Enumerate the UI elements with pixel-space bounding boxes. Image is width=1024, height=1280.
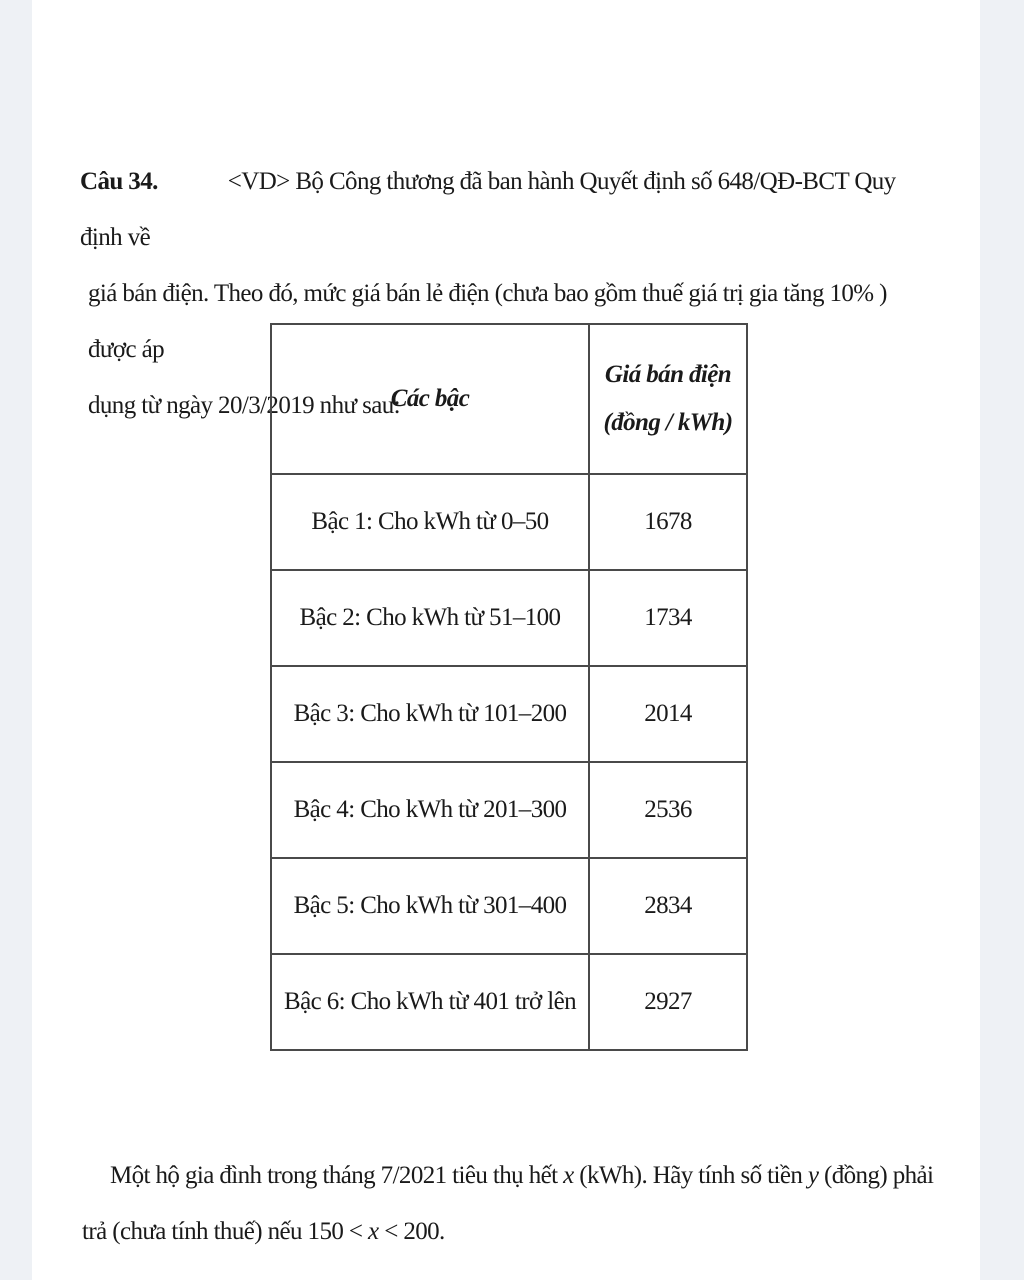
variable-y: y: [807, 1162, 819, 1189]
variable-x: x: [563, 1162, 574, 1189]
problem-text-1a: Một hộ gia đình trong tháng 7/2021 tiêu thụ hết: [110, 1162, 564, 1189]
table-header-row: [271, 324, 747, 474]
table-row: [271, 762, 747, 858]
problem-text-1c: (đồng) phải: [818, 1162, 934, 1189]
tier-cell: Bậc 4: Cho kWh từ 201–300: [271, 762, 589, 858]
price-cell: 1678: [589, 474, 747, 570]
price-cell: 2014: [589, 666, 747, 762]
question-number: Câu 34.: [80, 168, 158, 195]
table-row: [271, 858, 747, 954]
problem-text-2b: < 200.: [378, 1218, 445, 1245]
question-tag: <VD>: [227, 168, 290, 195]
problem-text-1b: (kWh). Hãy tính số tiền: [573, 1162, 808, 1189]
table-row: [271, 666, 747, 762]
variable-x-2: x: [368, 1218, 379, 1245]
question-line-1: [80, 154, 940, 266]
price-cell: 2536: [589, 762, 747, 858]
electricity-price-table: [270, 323, 748, 1051]
problem-text-2a: trả (chưa tính thuế) nếu 150 <: [82, 1218, 369, 1245]
problem-line-2: [80, 1204, 940, 1260]
table-row: [271, 570, 747, 666]
header-price-line-1: Giá bán điện: [604, 361, 732, 388]
tier-cell: Bậc 6: Cho kWh từ 401 trở lên: [271, 954, 589, 1050]
table-row: [271, 954, 747, 1050]
header-price: [589, 324, 747, 474]
price-cell: 2927: [589, 954, 747, 1050]
tier-cell: Bậc 5: Cho kWh từ 301–400: [271, 858, 589, 954]
price-cell: 2834: [589, 858, 747, 954]
price-cell: 1734: [589, 570, 747, 666]
header-tier: Các bậc: [271, 324, 589, 474]
question-line-2: giá bán điện. Theo đó, mức giá bán lẻ điện (chưa bao gồm thuế giá trị gia tăng 10% ) được áp: [88, 280, 887, 363]
problem-line-1: [80, 1148, 940, 1204]
document-page: [32, 0, 980, 1280]
question-line-1-text: Bộ Công thương đã ban hành Quyết định số 648/QĐ-BCT Quy định về: [80, 168, 896, 251]
tier-cell: Bậc 3: Cho kWh từ 101–200: [271, 666, 589, 762]
tier-cell: Bậc 1: Cho kWh từ 0–50: [271, 474, 589, 570]
tier-cell: Bậc 2: Cho kWh từ 51–100: [271, 570, 589, 666]
table-row: [271, 474, 747, 570]
question-line-3: dụng từ ngày 20/3/2019 như sau:: [88, 392, 400, 419]
problem-text: [80, 1148, 940, 1260]
header-price-line-2: (đồng / kWh): [603, 409, 733, 436]
